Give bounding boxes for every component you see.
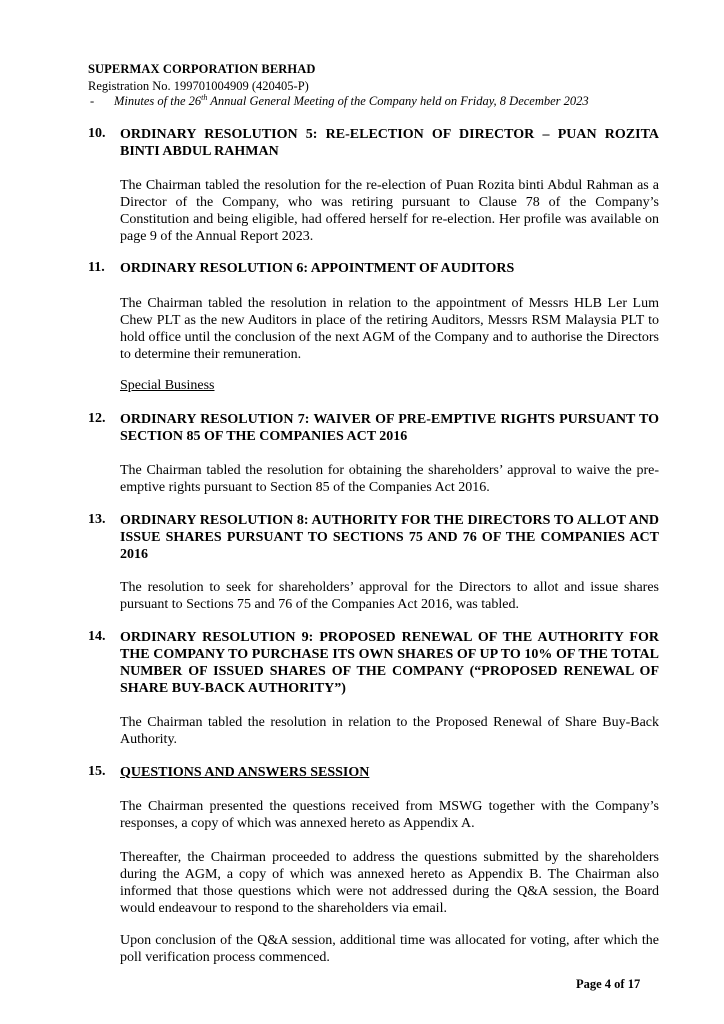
section-paragraph: The Chairman tabled the resolution for the re-election of Puan Rozita binti Abdul Rahman as a Director of the Company, who was retiring pursuant to Clause 78 of the Company’s Constitution and being eligible, had offered herself for re-election. Her profile was available on page 9 of the Annual Report 2023. bbox=[120, 178, 659, 244]
section-paragraph: The Chairman tabled the resolution in relation to the Proposed Renewal of Share Buy-Back Authority. bbox=[120, 715, 659, 747]
minutes-header bbox=[90, 94, 589, 109]
section-title-text: QUESTIONS AND ANSWERS SESSION bbox=[120, 765, 370, 780]
section-paragraph: The Chairman tabled the resolution for obtaining the shareholders’ approval to waive the pre-emptive rights pursuant to Section 85 of the Companies Act 2016. bbox=[120, 463, 659, 495]
section-title bbox=[120, 764, 659, 781]
section-title: ORDINARY RESOLUTION 7: WAIVER OF PRE-EMPTIVE RIGHTS PURSUANT TO SECTION 85 OF THE COMPANIES ACT 2016 bbox=[120, 412, 659, 444]
section-paragraph: The Chairman presented the questions received from MSWG together with the Company’s responses, a copy of which was annexed hereto as Appendix A. bbox=[120, 799, 659, 831]
section-number: 13. bbox=[88, 512, 106, 527]
section-paragraph: The resolution to seek for shareholders’ approval for the Directors to allot and issue shares pursuant to Sections 75 and 76 of the Companies Act 2016, was tabled. bbox=[120, 580, 659, 612]
special-business-heading: Special Business bbox=[120, 378, 215, 393]
minutes-title-pre: Minutes of the 26 bbox=[114, 94, 202, 108]
section-title bbox=[120, 126, 659, 143]
company-name: SUPERMAX CORPORATION BERHAD bbox=[88, 62, 316, 76]
section-title-cont: BINTI ABDUL RAHMAN bbox=[120, 144, 279, 159]
minutes-dash: - bbox=[90, 94, 95, 108]
registration-number: Registration No. 199701004909 (420405-P) bbox=[88, 79, 309, 93]
section-number: 10. bbox=[88, 126, 106, 141]
section-number: 15. bbox=[88, 764, 106, 779]
section-number: 12. bbox=[88, 411, 106, 426]
section-paragraph: Thereafter, the Chairman proceeded to address the questions submitted by the shareholders during the AGM, a copy of which was annexed hereto as Appendix B. The Chairman also informed that those questions which were not addressed during the Q&A session, the Board would endeavour to respond to the shareholders via email. bbox=[120, 850, 659, 916]
section-title-text: ORDINARY RESOLUTION 5: RE-ELECTION OF DIRECTOR – PUAN ROZITA bbox=[120, 127, 659, 142]
section-title: ORDINARY RESOLUTION 9: PROPOSED RENEWAL OF THE AUTHORITY FOR THE COMPANY TO PURCHASE ITS OWN SHARES OF UP TO 10% OF THE TOTAL NUMBER OF ISSUED SHARES OF THE COMPANY (“PROPOSED RENEWAL OF SHARE BUY-BACK AUTHORITY”) bbox=[120, 630, 659, 696]
section-paragraph: The Chairman tabled the resolution in relation to the appointment of Messrs HLB Ler Lum Chew PLT as the new Auditors in place of the retiring Auditors, Messrs RSM Malaysia PLT to hold office until the conclusion of the next AGM of the Company and to authorise the Directors to determine their remuneration. bbox=[120, 296, 659, 362]
minutes-title-sup: th bbox=[201, 92, 208, 102]
section-number: 11. bbox=[88, 260, 105, 275]
section-number: 14. bbox=[88, 629, 106, 644]
minutes-title-post: Annual General Meeting of the Company held on Friday, 8 December 2023 bbox=[207, 94, 589, 108]
section-paragraph: Upon conclusion of the Q&A session, additional time was allocated for voting, after which the poll verification process commenced. bbox=[120, 933, 659, 965]
page-number: Page 4 of 17 bbox=[576, 977, 641, 991]
section-title: ORDINARY RESOLUTION 6: APPOINTMENT OF AUDITORS bbox=[120, 261, 515, 276]
section-title: ORDINARY RESOLUTION 8: AUTHORITY FOR THE DIRECTORS TO ALLOT AND ISSUE SHARES PURSUANT TO SECTIONS 75 AND 76 OF THE COMPANIES ACT 2016 bbox=[120, 513, 659, 562]
